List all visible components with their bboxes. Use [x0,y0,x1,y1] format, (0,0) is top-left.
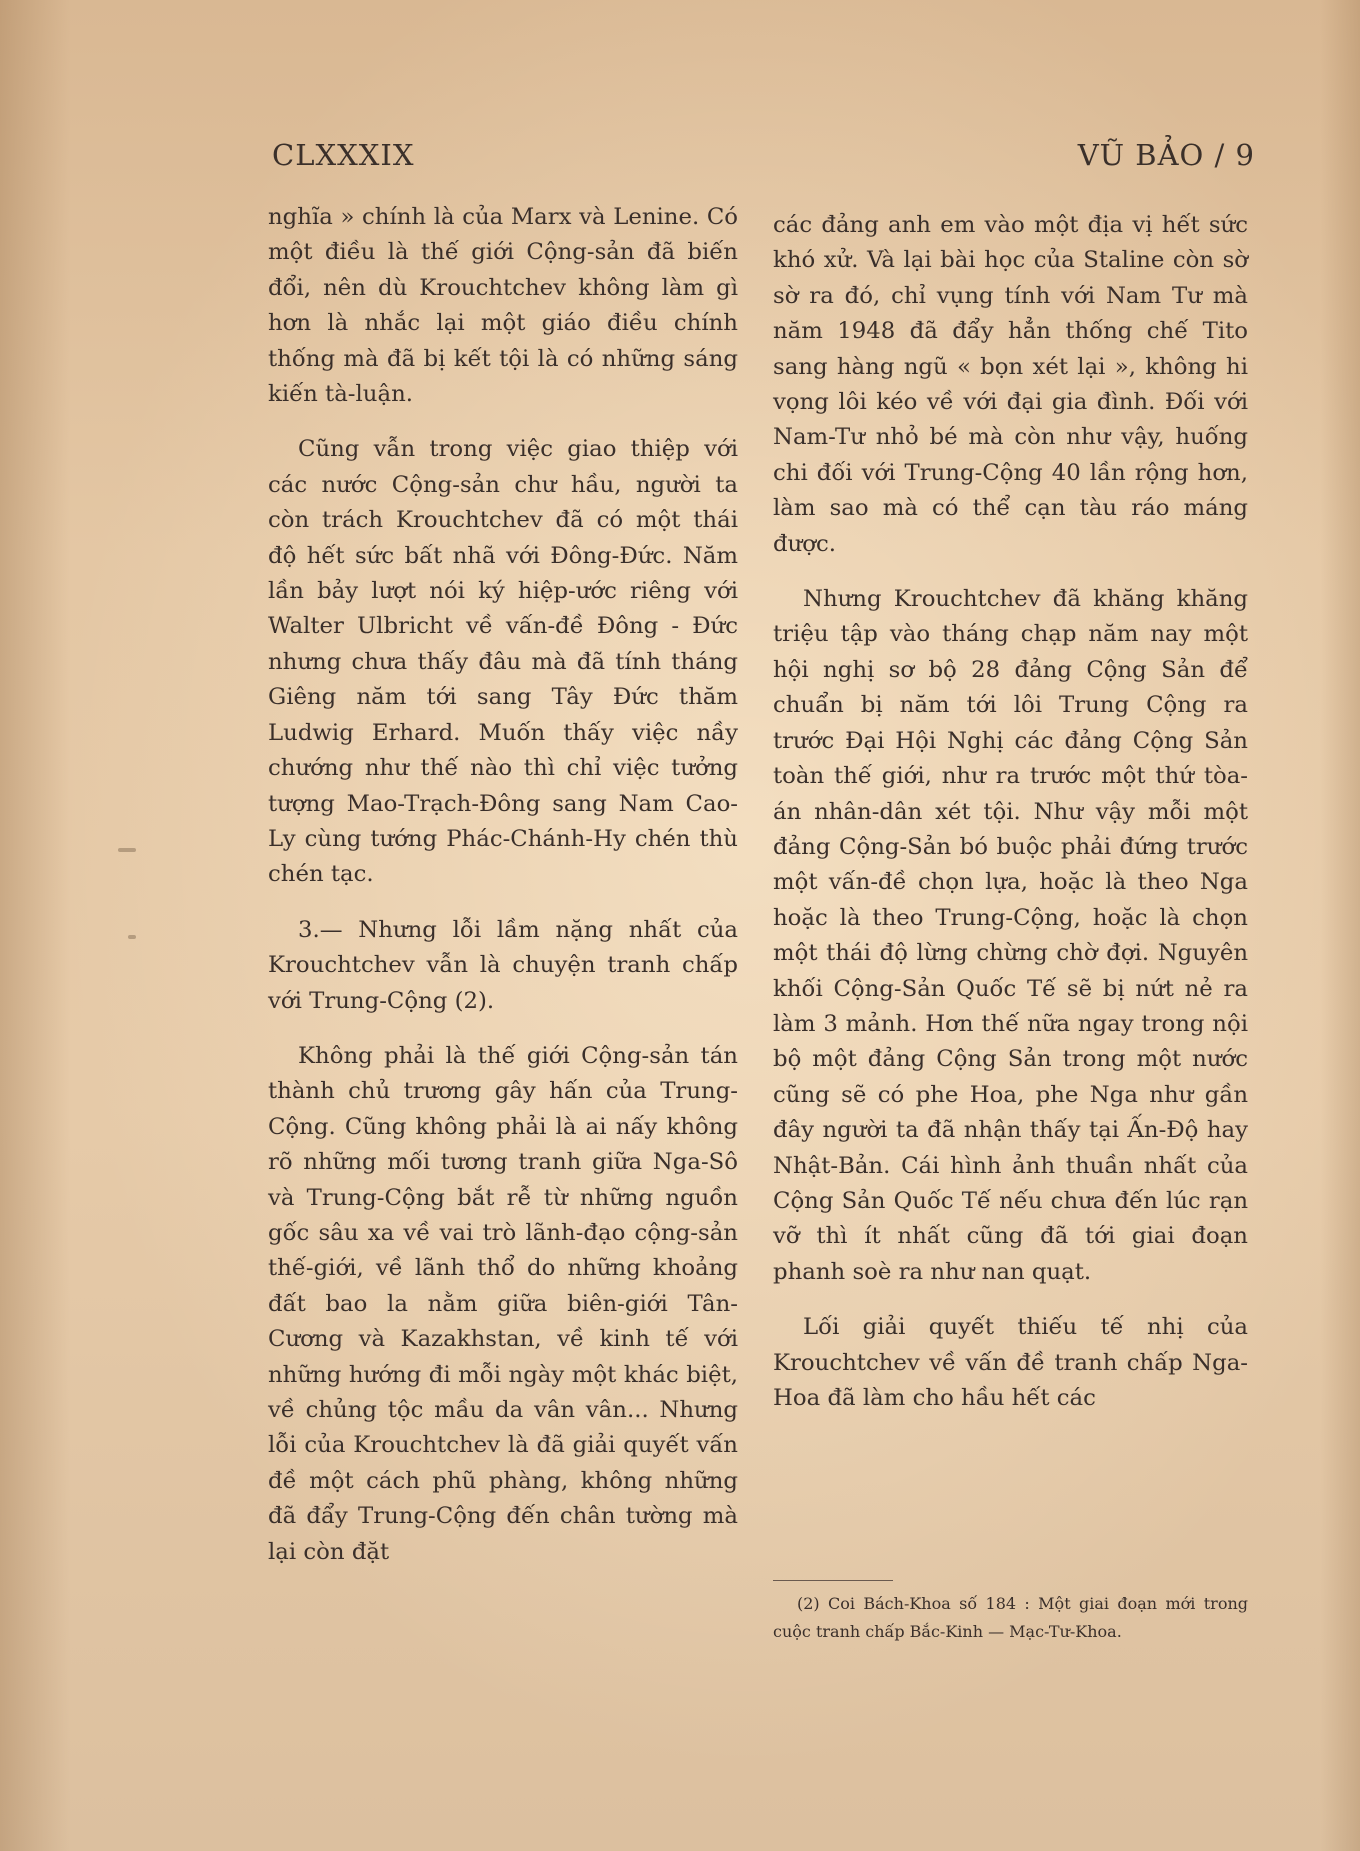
paragraph: Cũng vẫn trong việc giao thiệp với các nước Cộng-sản chư hầu, người ta còn trách Krouchtchev đã có một thái độ hết sức bất nhã với Đông-Đức. Năm lần bảy lượt nói ký hiệp-ước riêng với Walter Ulbricht về vấn-đề Đông - Đức nhưng chưa thấy đâu mà đã tính tháng Giêng năm tới sang Tây Đức thăm Ludwig Erhard. Muốn thấy việc nầy chướng như thế nào thì chỉ việc tưởng tượng Mao-Trạch-Đông sang Nam Cao-Ly cùng tướng Phác-Chánh-Hy chén thù chén tạc. [268,436,738,888]
paragraph: nghĩa » chính là của Marx và Lenine. Có một điều là thế giới Cộng-sản đã biến đổi, nên dù Krouchtchev không làm gì hơn là nhắc lại một giáo điều chính thống mà đã bị kết tội là có những sáng kiến tà-luận. [268,204,738,408]
page-section-numeral: CLXXXIX [272,138,415,172]
paragraph: Lối giải quyết thiếu tế nhị của Krouchtchev về vấn đề tranh chấp Nga-Hoa đã làm cho hầu hết các [773,1314,1248,1411]
paragraph: các đảng anh em vào một địa vị hết sức khó xử. Và lại bài học của Staline còn sờ sờ ra đó, chỉ vụng tính với Nam Tư mà năm 1948 đã đẩy hẳn thống chế Tito sang hàng ngũ « bọn xét lại », không hi vọng lôi kéo về với đại gia đình. Đối với Nam-Tư nhỏ bé mà còn như vậy, huống chi đối với Trung-Cộng 40 lần rộng hơn, làm sao mà có thể cạn tàu ráo máng được. [773,212,1248,557]
page-header-author-number: VŨ BẢO / 9 [1077,138,1255,172]
page-mark [118,848,136,852]
footnote: (2) Coi Bách-Khoa số 184 : Một giai đoạn mới trong cuộc tranh chấp Bắc-Kinh — Mạc-Tư-Khoa. [773,1594,1248,1641]
paragraph: 3.— Nhưng lỗi lầm nặng nhất của Krouchtchev vẫn là chuyện tranh chấp với Trung-Cộng (2). [268,916,738,1014]
left-column [268,200,738,1590]
right-column [773,208,1248,1436]
paragraph: Nhưng Krouchtchev đã khăng khăng triệu tập vào tháng chạp năm nay một hội nghị sơ bộ 28 đảng Cộng Sản để chuẩn bị năm tới lôi Trung Cộng ra trước Đại Hội Nghị các đảng Cộng Sản toàn thế giới, như ra trước một thứ tòa-án nhân-dân xét tội. Như vậy mỗi một đảng Cộng-Sản bó buộc phải đứng trước một vấn-đề chọn lựa, hoặc là theo Nga hoặc là theo Trung-Cộng, hoặc là chọn một thái độ lừng chừng chờ đợi. Nguyên khối Cộng-Sản Quốc Tế sẽ bị nứt nẻ ra làm 3 mảnh. Hơn thế nữa ngay trong nội bộ một đảng Cộng Sản trong một nước cũng sẽ có phe Hoa, phe Nga như gần đây người ta đã nhận thấy tại Ấn-Độ hay Nhật-Bản. Cái hình ảnh thuần nhất của Cộng Sản Quốc Tế nếu chưa đến lúc rạn vỡ thì ít nhất cũng đã tới giai đoạn phanh soè ra như nan quạt. [773,586,1248,1285]
page-mark [128,935,136,939]
footnote-divider [773,1580,893,1581]
paragraph: Không phải là thế giới Cộng-sản tán thành chủ trương gây hấn của Trung-Cộng. Cũng không phải là ai nấy không rõ những mối tương tranh giữa Nga-Sô và Trung-Cộng bắt rễ từ những nguồn gốc sâu xa về vai trò lãnh-đạo cộng-sản thế-giới, về lãnh thổ do những khoảng đất bao la nằm giữa biên-giới Tân-Cương và Kazakhstan, về kinh tế với những hướng đi mỗi ngày một khác biệt, về chủng tộc mầu da vân vân... Nhưng lỗi của Krouchtchev là đã giải quyết vấn đề một cách phũ phàng, không những đã đẩy Trung-Cộng đến chân tường mà lại còn đặt [268,1042,738,1565]
